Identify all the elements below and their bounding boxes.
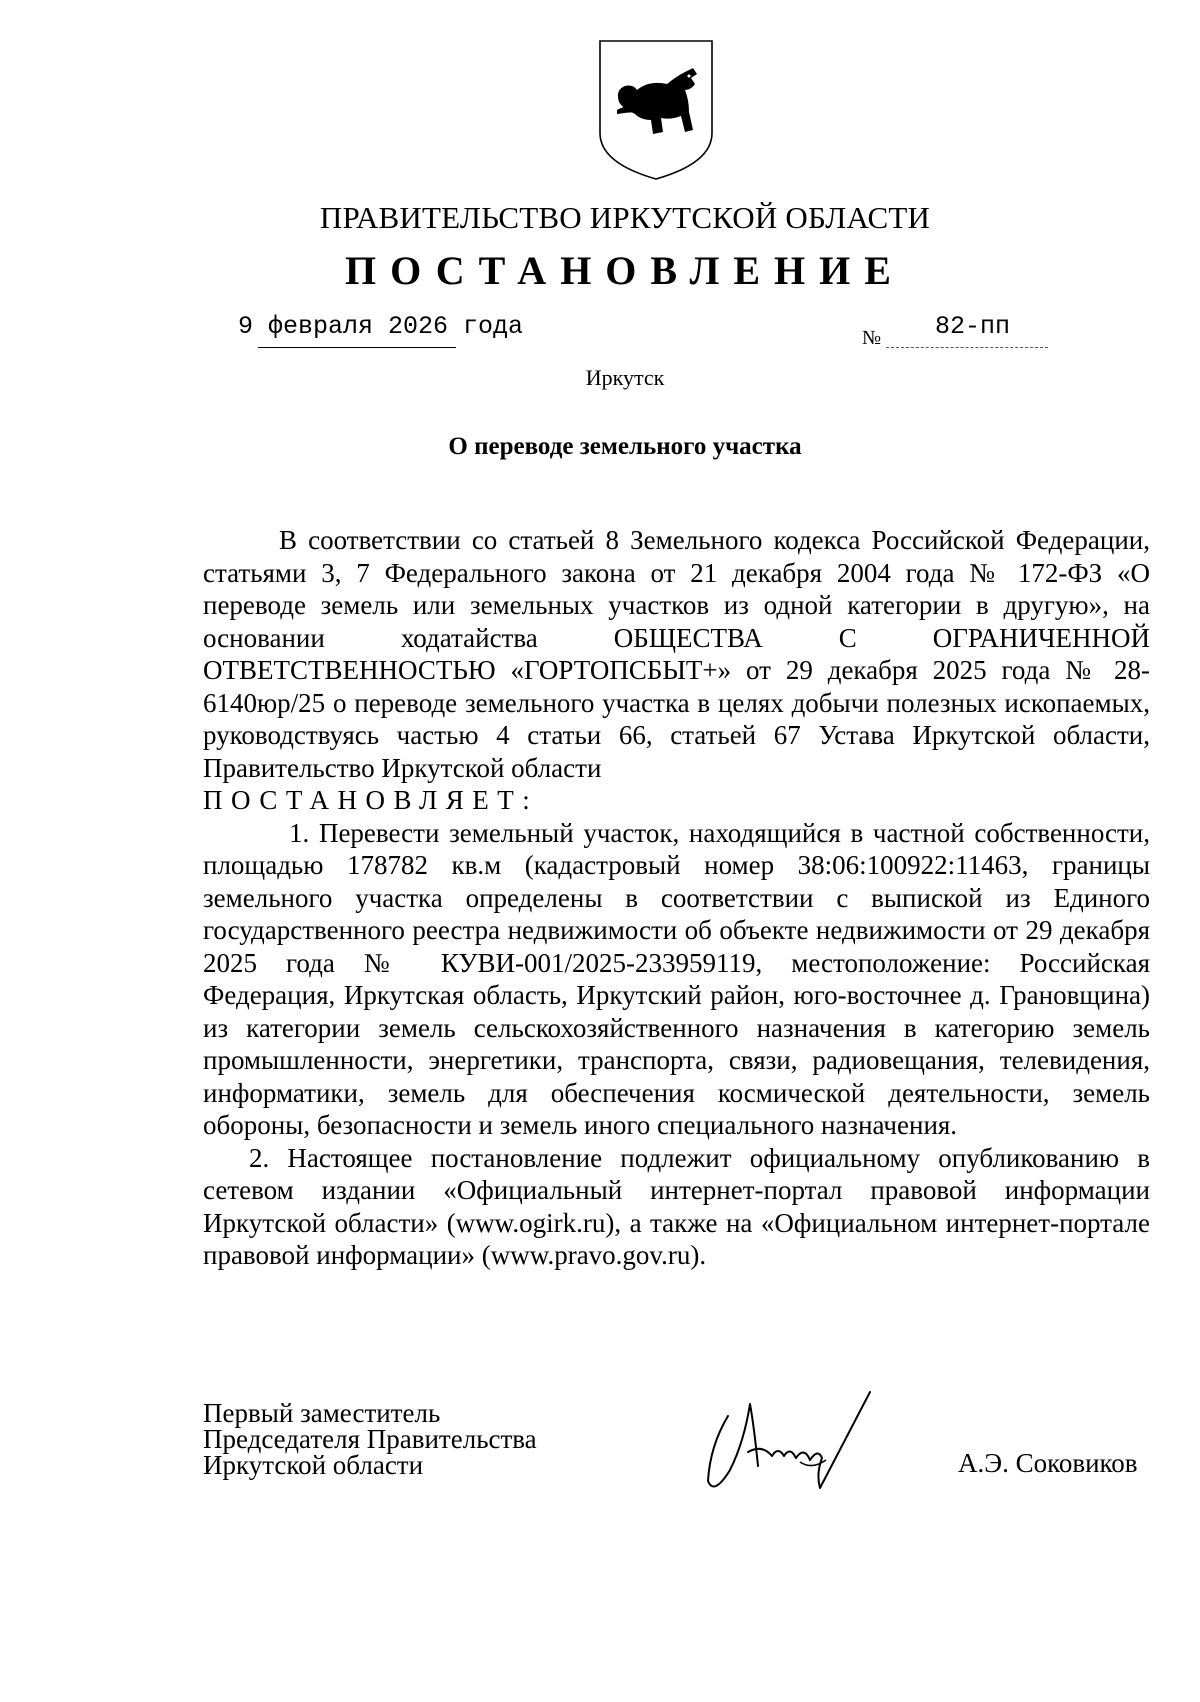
city: Иркутск [585,365,665,390]
number-underline [886,347,1048,348]
position-line: Председателя Правительства [203,1424,537,1454]
document-kind: ПОСТАНОВЛЕНИЕ [345,248,905,293]
handwritten-signature-icon [700,1386,900,1506]
item-2-paragraph: 2. Настоящее постановление подлежит официальному опубликованию в сетевом издании «Официальный интернет-портал правовой информации Иркутской области» (www.ogirk.ru), а также на «Официальном интернет-портале правовой информации» (www.pravo.gov.ru). [203,1142,1150,1270]
document-subject: О переводе земельного участка [448,433,802,460]
preamble-paragraph: В соответствии со статьей 8 Земельного кодекса Российской Федерации, статьями 3, 7 Федерального закона от 21 декабря 2004 года № 172-ФЗ «О переводе земель или земельных участков из одной категории в другую», на основании ходатайства ОБЩЕСТВА С ОГРАНИЧЕННОЙ ОТВЕТСТВЕННОСТЬЮ «ГОРТОПСБЫТ+» от 29 декабря 2025 года № 28-6140юр/25 о переводе земельного участка в целях добычи полезных ископаемых, руководствуясь частью 4 статьи 66, статьей 67 Устава Иркутской области, Правительство Иркутской области [203,525,1150,783]
position-line: Иркутской области [203,1450,424,1480]
document-date: 9 февраля 2026 года [238,312,524,341]
organization-title: ПРАВИТЕЛЬСТВО ИРКУТСКОЙ ОБЛАСТИ [319,200,931,235]
date-underline [258,347,456,348]
position-line: Первый заместитель [203,1398,441,1428]
irkutsk-coat-of-arms-icon [597,38,715,182]
decree-word: ПОСТАНОВЛЯЕТ: [203,785,539,815]
number-sign: № [862,327,882,349]
document-number: 82-пп [935,312,1011,341]
document-body [203,524,1150,1272]
item-1-paragraph: 1. Перевести земельный участок, находящийся в частной собственности, площадью 178782 кв.м (кадастровый номер 38:06:100922:11463, границы земельного участка определены в соответствии с выпиской из Единого государственного реестра недвижимости об объекте недвижимости от 29 декабря 2025 года № КУВИ-001/2025-233959119, местоположение: Российская Федерация, Иркутская область, Иркутский район, юго-восточнее д. Грановщина) из категории земель сельскохозяйственного назначения в категорию земель промышленности, энергетики, транспорта, связи, радиовещания, телевидения, информатики, земель для обеспечения космической деятельности, земель обороны, безопасности и земель иного специального назначения. [203,817,1150,1140]
signatory-position [203,1400,537,1478]
signer-name: А.Э. Соковиков [958,1448,1138,1478]
